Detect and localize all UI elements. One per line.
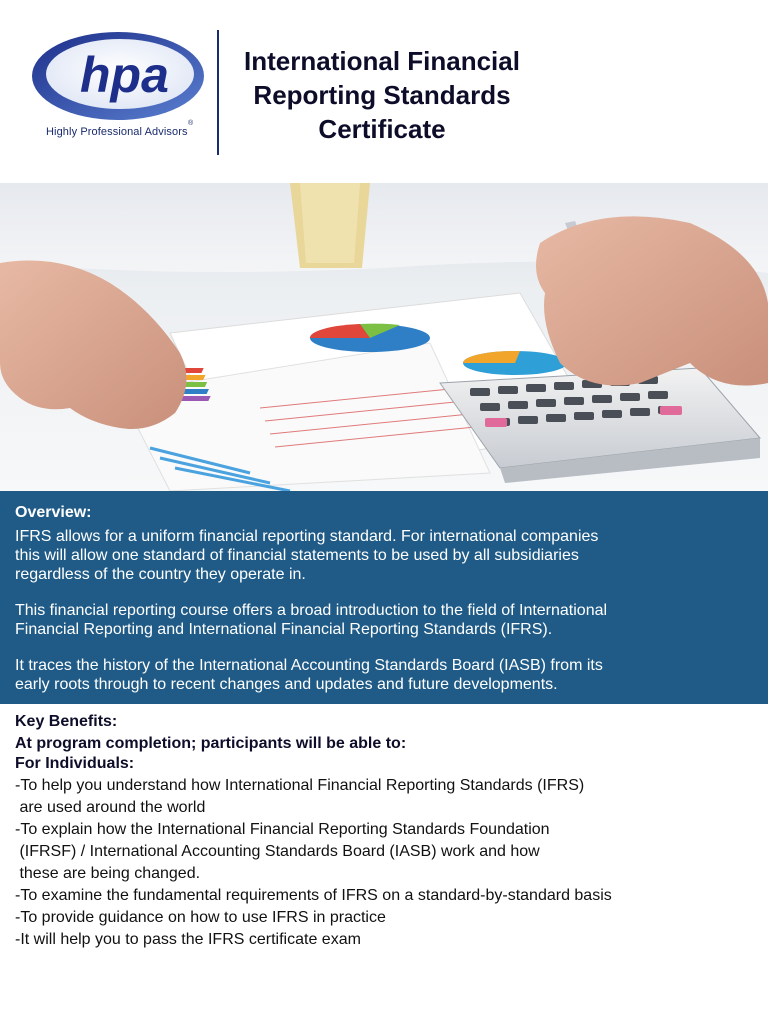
key-benefits-section (0, 704, 768, 1024)
overview-p1-line-1: IFRS allows for a uniform financial reporting standard. For international companies (15, 528, 599, 545)
overview-paragraph-3 (15, 656, 760, 694)
benefit-item: -To provide guidance on how to use IFRS in practice (15, 909, 386, 926)
registered-mark: ® (188, 120, 194, 127)
benefit-item: -To help you understand how International Financial Reporting Standards (IFRS) (15, 777, 585, 794)
header-divider (217, 30, 219, 155)
benefits-heading: Key Benefits: (15, 713, 118, 730)
overview-p3-line-2: early roots through to recent changes and updates and future developments. (15, 676, 558, 693)
benefits-group: For Individuals: (15, 755, 135, 772)
overview-p1-line-3: regardless of the country they operate in. (15, 566, 306, 583)
benefit-item: -It will help you to pass the IFRS certificate exam (15, 931, 361, 948)
overview-p3-line-1: It traces the history of the International Accounting Standards Board (IASB) from its (15, 657, 603, 674)
calculator-and-charts-photo (0, 183, 768, 491)
overview-heading: Overview: (15, 504, 92, 521)
overview-p2-line-1: This financial reporting course offers a broad introduction to the field of International (15, 602, 608, 619)
benefit-item: are used around the world (15, 799, 206, 816)
logo-tagline: Highly Professional Advisors (46, 126, 188, 138)
benefit-item: -To explain how the International Financial Reporting Standards Foundation (15, 821, 550, 838)
title-line-3: Certificate (318, 114, 446, 144)
header (0, 0, 768, 182)
title-line-2: Reporting Standards (253, 80, 511, 110)
overview-paragraph-2 (15, 601, 760, 639)
benefit-item: (IFRSF) / International Accounting Standards Board (IASB) work and how (15, 843, 540, 860)
overview-p1-line-2: this will allow one standard of financial statements to be used by all subsidiaries (15, 547, 579, 564)
benefit-item: -To examine the fundamental requirements of IFRS on a standard-by-standard basis (15, 887, 612, 904)
overview-section (0, 491, 768, 704)
hero-photo (0, 183, 768, 491)
overview-paragraph-1 (15, 527, 760, 584)
benefits-subheading: At program completion; participants will be able to: (15, 735, 407, 752)
title-line-1: International Financial (244, 46, 520, 76)
benefit-item: these are being changed. (15, 865, 201, 882)
page-title (222, 44, 542, 146)
overview-p2-line-2: Financial Reporting and International Financial Reporting Standards (IFRS). (15, 621, 553, 638)
logo-wordmark: hpa (80, 47, 169, 103)
